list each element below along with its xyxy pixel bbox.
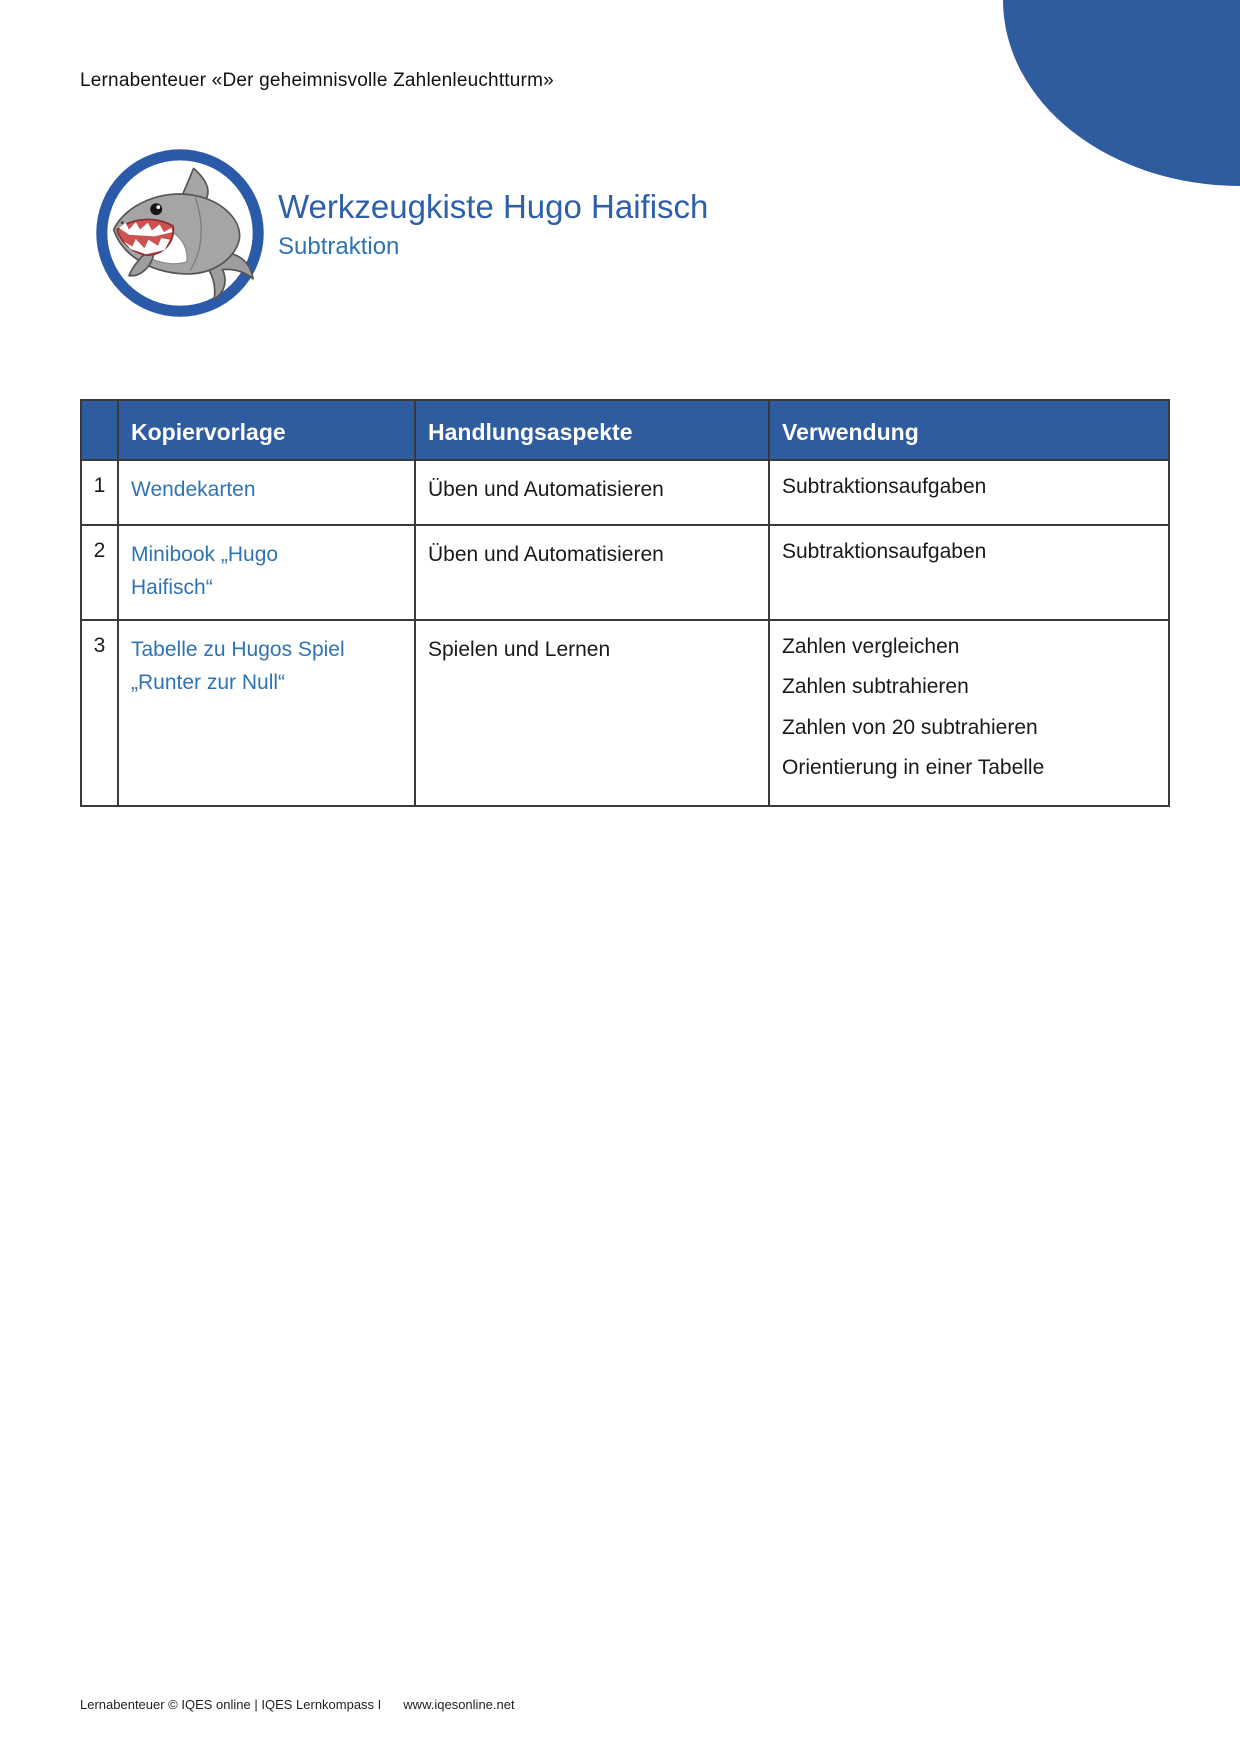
link-line: „Runter zur Null“ [131,670,286,694]
kopiervorlage-cell [118,620,415,806]
handlungsaspekte-cell [415,620,769,806]
verwendung-text: Orientierung in einer Tabelle [782,755,1045,779]
shark-logo [95,148,265,318]
row-number: 1 [81,460,118,525]
hero-text-block [278,188,708,261]
verwendung-text: Subtraktionsaufgaben [782,540,987,564]
column-header-handlungsaspekte: Handlungsaspekte [415,400,769,460]
handlungsaspekt-text: Üben und Automatisieren [428,478,664,501]
link-wendekarten[interactable]: Wendekarten [131,478,256,501]
link-line: Tabelle zu Hugos Spiel [131,638,345,662]
row-number: 3 [81,620,118,806]
handlungsaspekte-cell [415,460,769,525]
document-footer [80,1697,515,1712]
link-tabelle-hugos-spiel[interactable] [131,634,402,699]
table-header-row [81,400,1169,460]
verwendung-cell [769,460,1169,525]
handlungsaspekt-text: Üben und Automatisieren [428,543,664,567]
link-minibook[interactable] [131,539,402,604]
verwendung-text: Zahlen von 20 subtrahieren [782,715,1038,739]
kopiervorlage-cell [118,525,415,620]
verwendung-text: Subtraktionsaufgaben [782,475,987,498]
document-header: Lernabenteuer «Der geheimnisvolle Zahlenleuchtturm» [80,70,554,91]
footer-text: Lernabenteuer © IQES online | IQES Lernkompass I [80,1697,382,1712]
column-header-kopiervorlage: Kopiervorlage [118,400,415,460]
row-number: 2 [81,525,118,620]
link-line: Haifisch“ [131,575,213,599]
shark-icon [95,148,265,318]
kopiervorlage-cell [118,460,415,525]
table-row [81,460,1169,525]
link-line: Minibook „Hugo [131,543,279,567]
verwendung-cell [769,620,1169,806]
verwendung-text: Zahlen vergleichen [782,635,960,659]
table-row [81,525,1169,620]
handlungsaspekt-text: Spielen und Lernen [428,638,611,662]
verwendung-cell [769,525,1169,620]
column-header-empty [81,400,118,460]
page-title: Werkzeugkiste Hugo Haifisch [278,188,709,225]
corner-decoration [1003,0,1240,186]
page-subtitle: Subtraktion [278,232,400,260]
column-header-verwendung: Verwendung [769,400,1169,460]
verwendung-text: Zahlen subtrahieren [782,675,969,699]
footer-url-link[interactable]: www.iqesonline.net [403,1697,515,1712]
handlungsaspekte-cell [415,525,769,620]
kopiervorlagen-table [80,399,1170,807]
table-row [81,620,1169,806]
